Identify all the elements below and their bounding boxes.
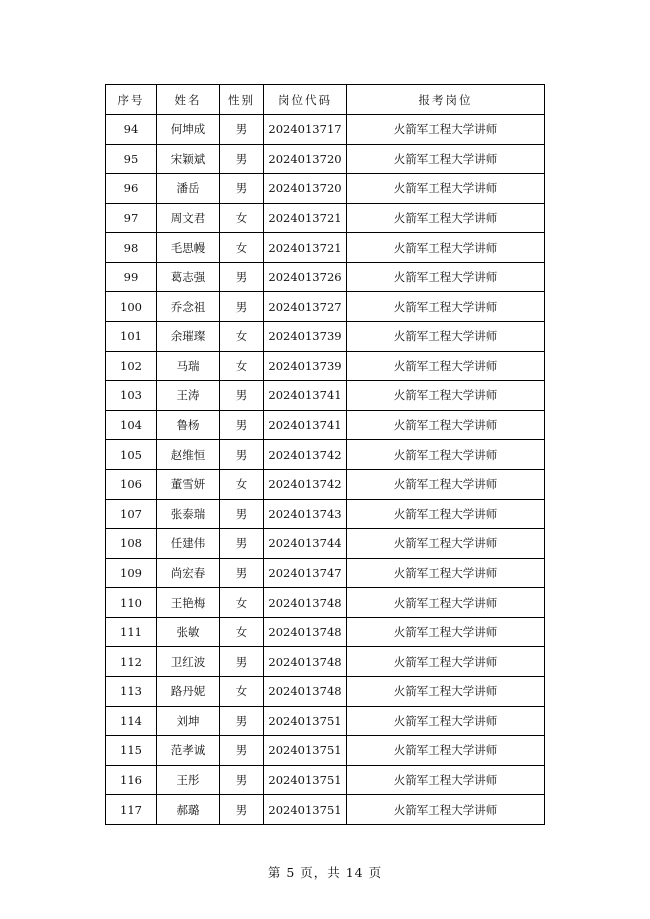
cell-serial: 103 bbox=[106, 381, 157, 411]
cell-serial: 101 bbox=[106, 322, 157, 352]
cell-gender: 女 bbox=[220, 233, 264, 263]
cell-gender: 男 bbox=[220, 765, 264, 795]
table-row bbox=[106, 676, 545, 706]
cell-name: 尚宏春 bbox=[157, 558, 220, 588]
cell-serial: 106 bbox=[106, 469, 157, 499]
table-row bbox=[106, 144, 545, 174]
cell-gender: 女 bbox=[220, 322, 264, 352]
cell-position: 火箭军工程大学讲师 bbox=[347, 676, 545, 706]
cell-gender: 女 bbox=[220, 351, 264, 381]
cell-position-code: 2024013748 bbox=[264, 617, 347, 647]
cell-position-code: 2024013751 bbox=[264, 765, 347, 795]
cell-position-code: 2024013751 bbox=[264, 795, 347, 825]
cell-gender: 男 bbox=[220, 706, 264, 736]
table-row bbox=[106, 381, 545, 411]
cell-position-code: 2024013748 bbox=[264, 647, 347, 677]
cell-position-code: 2024013748 bbox=[264, 676, 347, 706]
cell-position: 火箭军工程大学讲师 bbox=[347, 617, 545, 647]
cell-gender: 男 bbox=[220, 499, 264, 529]
cell-position: 火箭军工程大学讲师 bbox=[347, 233, 545, 263]
cell-serial: 111 bbox=[106, 617, 157, 647]
header-position: 报考岗位 bbox=[347, 85, 545, 115]
cell-name: 路丹妮 bbox=[157, 676, 220, 706]
table-row bbox=[106, 588, 545, 618]
cell-serial: 94 bbox=[106, 115, 157, 145]
table-row bbox=[106, 174, 545, 204]
table-row bbox=[106, 558, 545, 588]
cell-position-code: 2024013721 bbox=[264, 233, 347, 263]
cell-position: 火箭军工程大学讲师 bbox=[347, 647, 545, 677]
cell-position-code: 2024013742 bbox=[264, 440, 347, 470]
cell-position: 火箭军工程大学讲师 bbox=[347, 588, 545, 618]
table-row bbox=[106, 617, 545, 647]
cell-gender: 男 bbox=[220, 440, 264, 470]
cell-gender: 男 bbox=[220, 795, 264, 825]
table-row bbox=[106, 322, 545, 352]
cell-position-code: 2024013721 bbox=[264, 203, 347, 233]
cell-position-code: 2024013742 bbox=[264, 469, 347, 499]
cell-position: 火箭军工程大学讲师 bbox=[347, 174, 545, 204]
cell-serial: 107 bbox=[106, 499, 157, 529]
cell-name: 何坤成 bbox=[157, 115, 220, 145]
cell-name: 刘坤 bbox=[157, 706, 220, 736]
table-row bbox=[106, 410, 545, 440]
cell-gender: 男 bbox=[220, 736, 264, 766]
cell-position-code: 2024013741 bbox=[264, 381, 347, 411]
header-gender: 性别 bbox=[220, 85, 264, 115]
cell-gender: 男 bbox=[220, 174, 264, 204]
cell-serial: 104 bbox=[106, 410, 157, 440]
cell-serial: 115 bbox=[106, 736, 157, 766]
cell-name: 张敏 bbox=[157, 617, 220, 647]
header-name: 姓名 bbox=[157, 85, 220, 115]
table-row bbox=[106, 469, 545, 499]
cell-name: 赵维恒 bbox=[157, 440, 220, 470]
header-serial: 序号 bbox=[106, 85, 157, 115]
cell-name: 乔念祖 bbox=[157, 292, 220, 322]
cell-serial: 102 bbox=[106, 351, 157, 381]
cell-serial: 108 bbox=[106, 529, 157, 559]
cell-position-code: 2024013751 bbox=[264, 736, 347, 766]
cell-position-code: 2024013726 bbox=[264, 262, 347, 292]
cell-position-code: 2024013744 bbox=[264, 529, 347, 559]
cell-position: 火箭军工程大学讲师 bbox=[347, 115, 545, 145]
cell-serial: 105 bbox=[106, 440, 157, 470]
cell-serial: 116 bbox=[106, 765, 157, 795]
cell-name: 毛思幔 bbox=[157, 233, 220, 263]
cell-gender: 男 bbox=[220, 292, 264, 322]
cell-position: 火箭军工程大学讲师 bbox=[347, 262, 545, 292]
table-row bbox=[106, 262, 545, 292]
cell-name: 郝璐 bbox=[157, 795, 220, 825]
cell-name: 张泰瑞 bbox=[157, 499, 220, 529]
cell-gender: 女 bbox=[220, 588, 264, 618]
table-row bbox=[106, 706, 545, 736]
cell-position-code: 2024013741 bbox=[264, 410, 347, 440]
cell-serial: 99 bbox=[106, 262, 157, 292]
cell-position-code: 2024013720 bbox=[264, 144, 347, 174]
cell-serial: 98 bbox=[106, 233, 157, 263]
cell-name: 葛志强 bbox=[157, 262, 220, 292]
cell-name: 马瑞 bbox=[157, 351, 220, 381]
table-row bbox=[106, 203, 545, 233]
page-footer: 第 5 页，共 14 页 bbox=[267, 865, 383, 880]
cell-position: 火箭军工程大学讲师 bbox=[347, 440, 545, 470]
cell-gender: 男 bbox=[220, 381, 264, 411]
cell-name: 宋颖斌 bbox=[157, 144, 220, 174]
cell-name: 卫红波 bbox=[157, 647, 220, 677]
cell-gender: 男 bbox=[220, 262, 264, 292]
cell-position: 火箭军工程大学讲师 bbox=[347, 499, 545, 529]
cell-gender: 女 bbox=[220, 617, 264, 647]
cell-name: 王彤 bbox=[157, 765, 220, 795]
candidate-table bbox=[105, 84, 545, 825]
cell-position: 火箭军工程大学讲师 bbox=[347, 292, 545, 322]
cell-name: 余璀璨 bbox=[157, 322, 220, 352]
cell-position-code: 2024013727 bbox=[264, 292, 347, 322]
cell-serial: 96 bbox=[106, 174, 157, 204]
cell-position: 火箭军工程大学讲师 bbox=[347, 322, 545, 352]
cell-position: 火箭军工程大学讲师 bbox=[347, 736, 545, 766]
cell-position: 火箭军工程大学讲师 bbox=[347, 706, 545, 736]
table-row bbox=[106, 440, 545, 470]
cell-serial: 117 bbox=[106, 795, 157, 825]
cell-name: 周文君 bbox=[157, 203, 220, 233]
table-row bbox=[106, 292, 545, 322]
cell-name: 董雪妍 bbox=[157, 469, 220, 499]
cell-gender: 男 bbox=[220, 529, 264, 559]
table-row bbox=[106, 736, 545, 766]
cell-position: 火箭军工程大学讲师 bbox=[347, 410, 545, 440]
cell-position-code: 2024013739 bbox=[264, 351, 347, 381]
cell-name: 王艳梅 bbox=[157, 588, 220, 618]
cell-gender: 女 bbox=[220, 203, 264, 233]
cell-position: 火箭军工程大学讲师 bbox=[347, 351, 545, 381]
cell-position: 火箭军工程大学讲师 bbox=[347, 381, 545, 411]
table-header-row bbox=[106, 85, 545, 115]
cell-gender: 男 bbox=[220, 144, 264, 174]
cell-serial: 109 bbox=[106, 558, 157, 588]
cell-serial: 114 bbox=[106, 706, 157, 736]
table-row bbox=[106, 233, 545, 263]
cell-serial: 112 bbox=[106, 647, 157, 677]
table-body bbox=[106, 115, 545, 825]
cell-gender: 男 bbox=[220, 558, 264, 588]
cell-position: 火箭军工程大学讲师 bbox=[347, 558, 545, 588]
cell-position: 火箭军工程大学讲师 bbox=[347, 469, 545, 499]
cell-name: 任建伟 bbox=[157, 529, 220, 559]
cell-serial: 100 bbox=[106, 292, 157, 322]
cell-gender: 男 bbox=[220, 410, 264, 440]
table-row bbox=[106, 647, 545, 677]
table-row bbox=[106, 351, 545, 381]
cell-position-code: 2024013720 bbox=[264, 174, 347, 204]
cell-position-code: 2024013717 bbox=[264, 115, 347, 145]
cell-position-code: 2024013751 bbox=[264, 706, 347, 736]
cell-serial: 113 bbox=[106, 676, 157, 706]
cell-name: 潘岳 bbox=[157, 174, 220, 204]
cell-position: 火箭军工程大学讲师 bbox=[347, 203, 545, 233]
cell-serial: 97 bbox=[106, 203, 157, 233]
cell-serial: 110 bbox=[106, 588, 157, 618]
cell-gender: 男 bbox=[220, 115, 264, 145]
table-row bbox=[106, 765, 545, 795]
cell-name: 鲁杨 bbox=[157, 410, 220, 440]
cell-serial: 95 bbox=[106, 144, 157, 174]
cell-position: 火箭军工程大学讲师 bbox=[347, 144, 545, 174]
cell-position-code: 2024013739 bbox=[264, 322, 347, 352]
table-row bbox=[106, 499, 545, 529]
cell-position-code: 2024013743 bbox=[264, 499, 347, 529]
table-row bbox=[106, 115, 545, 145]
cell-position-code: 2024013747 bbox=[264, 558, 347, 588]
cell-name: 王涛 bbox=[157, 381, 220, 411]
cell-position: 火箭军工程大学讲师 bbox=[347, 765, 545, 795]
header-position-code: 岗位代码 bbox=[264, 85, 347, 115]
cell-position: 火箭军工程大学讲师 bbox=[347, 795, 545, 825]
cell-gender: 女 bbox=[220, 469, 264, 499]
cell-name: 范孝诚 bbox=[157, 736, 220, 766]
cell-position-code: 2024013748 bbox=[264, 588, 347, 618]
cell-position: 火箭军工程大学讲师 bbox=[347, 529, 545, 559]
cell-gender: 女 bbox=[220, 676, 264, 706]
table-row bbox=[106, 795, 545, 825]
table-row bbox=[106, 529, 545, 559]
cell-gender: 男 bbox=[220, 647, 264, 677]
